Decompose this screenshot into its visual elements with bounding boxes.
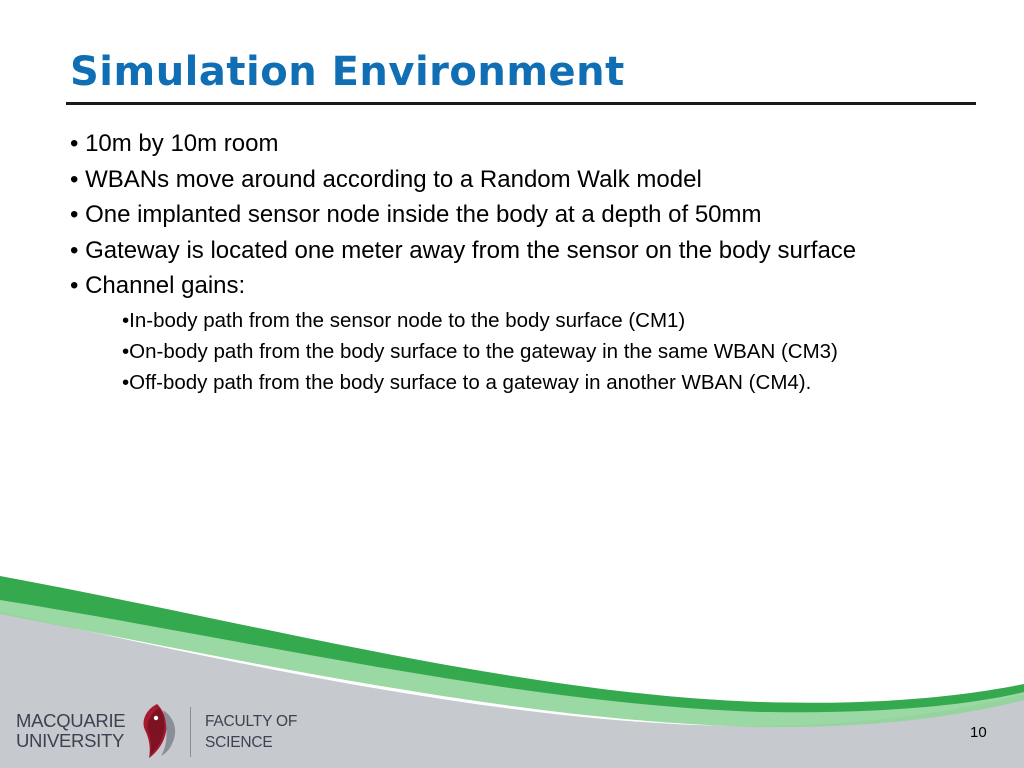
sub-bullet-cm1: •In-body path from the sensor node to the body surface (CM1): [122, 308, 686, 332]
bullet-random-walk: • WBANs move around according to a Random Walk model: [70, 165, 702, 193]
university-name-line2: UNIVERSITY: [16, 730, 125, 751]
sub-bullet-cm4: •Off-body path from the body surface to a gateway in another WBAN (CM4).: [122, 370, 812, 394]
slide-title: Simulation Environment: [70, 49, 625, 95]
title-underline: [66, 102, 976, 105]
slide-body: [70, 127, 978, 399]
faculty-name-line1: FACULTY OF: [205, 713, 298, 730]
university-name-line1: MACQUARIE: [16, 710, 126, 731]
bullet-channel-gains: • Channel gains:: [70, 272, 246, 299]
university-crest-icon: [135, 702, 185, 760]
bullet-implanted-sensor: • One implanted sensor node inside the body at a depth of 50mm: [70, 201, 762, 228]
page-number: 10: [970, 724, 987, 741]
logo-divider: [190, 707, 191, 757]
faculty-name: [205, 711, 297, 753]
bullet-room-size: • 10m by 10m room: [70, 130, 279, 157]
university-name: [16, 711, 125, 751]
sub-bullet-cm3: •On-body path from the body surface to the gateway in the same WBAN (CM3): [122, 339, 838, 363]
faculty-name-line2: SCIENCE: [205, 734, 273, 751]
bullet-gateway-location: • Gateway is located one meter away from the sensor on the body surface: [70, 236, 857, 264]
